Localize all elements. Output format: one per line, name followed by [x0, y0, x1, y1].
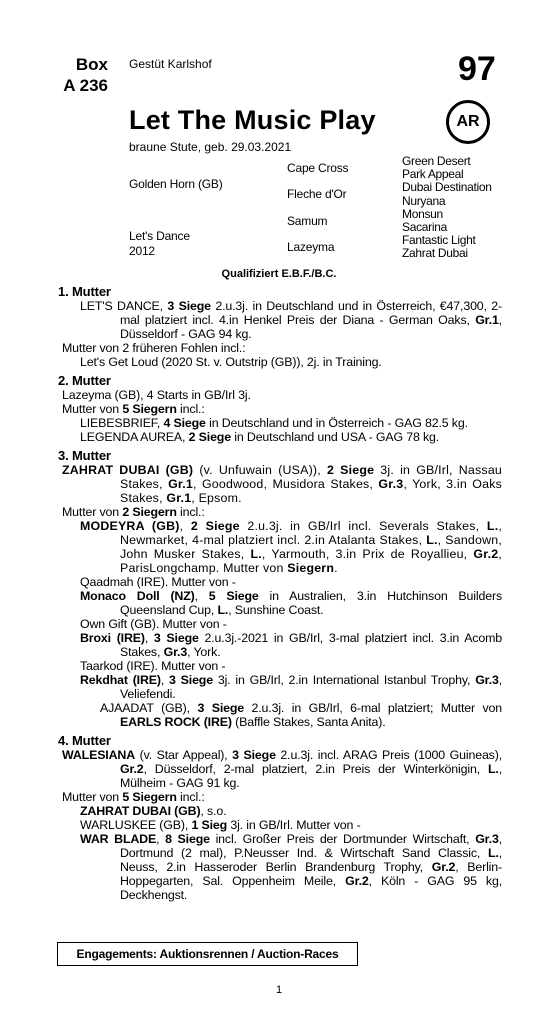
- bold-run: Gr.3: [163, 645, 188, 659]
- fourth-dam-produce-intro: [60, 790, 502, 804]
- text-run: , Dortmund (2 mal), P.Neusser Ind. & Wirtschaft Sand Classic,: [120, 832, 502, 860]
- text-run: AJAADAT (GB),: [100, 701, 198, 715]
- text-run: Own Gift (GB). Mutter von -: [80, 617, 227, 631]
- pedigree-ggs-8: Zahrat Dubai: [402, 246, 468, 261]
- bold-run: WALESIANA: [62, 748, 135, 762]
- text-run: in Deutschland und USA - GAG 78 kg.: [230, 430, 440, 444]
- text-run: incl.:: [176, 402, 205, 416]
- text-run: , York, 3.in Oaks Stakes,: [120, 477, 503, 505]
- bold-run: L.: [487, 762, 499, 776]
- text-run: Qaadmah (IRE). Mutter von -: [80, 575, 236, 589]
- text-run: ,: [194, 589, 209, 603]
- third-dam-grandproduce-item: [60, 631, 502, 659]
- third-dam-grandproduce-item: [60, 701, 502, 729]
- text-run: , Mülheim - GAG 91 kg.: [120, 762, 502, 790]
- text-run: , Düsseldorf, 2-mal platziert, 2.in Preis der Winterkönigin,: [143, 762, 488, 776]
- pedigree-dam-year: 2012: [129, 244, 155, 258]
- bold-run: WAR BLADE: [80, 832, 157, 846]
- pedigree-sire: Golden Horn (GB): [129, 177, 223, 191]
- bold-run: Gr.1: [168, 477, 193, 491]
- text-run: in Australien, 3.in Hutchinson Builders Queensland Cup,: [120, 589, 502, 617]
- bold-run: 3 Siege: [167, 299, 211, 313]
- text-run: 2.u.3j. in GB/Irl, 6-mal platziert; Mutter von: [244, 701, 502, 715]
- second-dam-record: [60, 388, 502, 402]
- second-dam-produce-item: [60, 416, 502, 430]
- catalog-entry: [60, 283, 502, 902]
- text-run: ,: [156, 832, 166, 846]
- text-run: , Berlin-Hoppegarten, Sal. Oppenheim Meile,: [120, 860, 503, 888]
- ar-badge-text: AR: [456, 113, 480, 130]
- text-run: ,: [179, 519, 191, 533]
- text-run: Mutter von: [62, 402, 123, 416]
- bold-run: Monaco Doll (NZ): [80, 589, 195, 603]
- qualification: Qualifiziert E.B.F./B.C.: [221, 268, 337, 280]
- first-dam-produce-item: [60, 355, 502, 369]
- page-number: 1: [275, 984, 283, 996]
- pedigree-ggs-3: Dubai Destination: [402, 180, 492, 195]
- bold-run: MODEYRA (GB): [80, 519, 180, 533]
- text-run: Mutter von 2 früheren Fohlen incl.:: [62, 341, 246, 355]
- pedigree-gs-4: Lazeyma: [287, 240, 335, 254]
- text-run: , Epsom.: [191, 491, 242, 505]
- bold-run: Gr.2: [473, 547, 499, 561]
- text-run: in Deutschland und in Österreich - GAG 82.5 kg.: [205, 416, 468, 430]
- text-run: , Newmarket, 4-mal platziert incl. 2.in Atalanta Stakes,: [120, 519, 502, 547]
- bold-run: 8 Siege: [165, 832, 210, 846]
- text-run: , Köln - GAG 95 kg, Deckhengst.: [120, 874, 502, 902]
- bold-run: 3 Siege: [169, 673, 213, 687]
- text-run: , Yarmouth, 3.in Prix de Royallieu,: [261, 547, 474, 561]
- text-run: LEGENDA AUREA,: [80, 430, 189, 444]
- bold-run: 2 Siege: [188, 430, 231, 444]
- bold-run: Broxi (IRE): [80, 631, 145, 645]
- engagements-box: [57, 942, 358, 966]
- engagements-text: Engagements: Auktionsrennen / Auction-Races: [76, 947, 339, 961]
- bold-run: Rekdhat (IRE): [80, 673, 161, 687]
- bold-run: L.: [487, 846, 499, 860]
- bold-run: EARLS ROCK (IRE): [120, 715, 232, 729]
- third-dam-grandproduce-item: [60, 673, 502, 701]
- text-run: 3j. in GB/Irl, Nassau Stakes,: [120, 463, 502, 491]
- text-run: 3j. in GB/Irl. Mutter von -: [227, 818, 361, 832]
- fourth-dam-record: [60, 748, 502, 790]
- third-dam-produce-item: [60, 519, 502, 575]
- bold-run: 5 Siegern: [122, 402, 177, 416]
- third-dam-produce-item: [60, 575, 502, 589]
- bold-run: 1 Sieg: [191, 818, 228, 832]
- bold-run: Gr.2: [345, 874, 369, 888]
- bold-run: L.: [217, 603, 229, 617]
- box-label-text: Box: [75, 55, 108, 74]
- bold-run: Siegern: [287, 561, 335, 575]
- pedigree-ggs-1: Green Desert: [402, 154, 471, 168]
- third-dam-produce-item: [60, 617, 502, 631]
- pedigree-gs-3: Samum: [287, 214, 328, 228]
- bold-run: 5 Siege: [208, 589, 259, 603]
- fourth-dam-grandproduce-item: [60, 832, 502, 902]
- text-run: Lazeyma (GB), 4 Starts in GB/Irl 3j.: [62, 388, 251, 402]
- pedigree-dam: Let's Dance: [129, 229, 190, 243]
- fourth-dam-produce-item: [60, 818, 502, 832]
- bold-run: 5 Siegern: [122, 790, 177, 804]
- text-run: (v. Star Appeal),: [135, 748, 233, 762]
- pedigree-ggs-7: Fantastic Light: [402, 233, 476, 248]
- pedigree-ggs-column: [402, 155, 492, 261]
- section-title-4: 4. Mutter: [58, 733, 111, 748]
- bold-run: L.: [250, 547, 262, 561]
- third-dam-produce-item: [60, 659, 502, 673]
- text-run: , ParisLongchamp. Mutter von: [120, 547, 502, 575]
- second-dam-produce-item: [60, 430, 502, 444]
- third-dam-grandproduce-item: [60, 589, 502, 617]
- section-title-3: 3. Mutter: [58, 448, 111, 463]
- bold-run: Gr.3: [378, 477, 404, 491]
- text-run: .: [334, 561, 338, 575]
- section-title-2: 2. Mutter: [58, 373, 111, 388]
- pedigree-ggs-2: Park Appeal: [402, 167, 464, 182]
- ar-badge-icon: [446, 100, 490, 144]
- bold-run: ZAHRAT DUBAI (GB): [62, 463, 194, 477]
- text-run: incl. Großer Preis der Dortmunder Wirtschaft,: [209, 832, 476, 846]
- bold-run: 3 Siege: [232, 748, 276, 762]
- text-run: , Neuss, 2.in Hasseroder Berlin Brandenburg Trophy,: [120, 846, 502, 874]
- bold-run: 4 Siege: [163, 416, 206, 430]
- text-run: Let's Get Loud (2020 St. v. Outstrip (GB)), 2j. in Training.: [80, 355, 382, 369]
- text-run: (Baffle Stakes, Santa Anita).: [231, 715, 386, 729]
- fourth-dam-produce-item: [60, 804, 502, 818]
- bold-run: Gr.1: [166, 491, 192, 505]
- text-run: 2.u.3j. in Deutschland und in Österreich, €47,300, 2-mal platziert incl. 4.in Henkel Preis der Diana - German Oaks,: [120, 299, 503, 327]
- text-run: incl.:: [176, 790, 205, 804]
- text-run: , Goodwood, Musidora Stakes,: [192, 477, 379, 491]
- text-run: , Sandown, John Musker Stakes,: [120, 533, 502, 561]
- bold-run: L.: [486, 519, 499, 533]
- breeder: Gestüt Karlshof: [129, 57, 212, 71]
- bold-run: Gr.3: [475, 832, 499, 846]
- pedigree-ggs-4: Nuryana: [402, 193, 446, 208]
- first-dam-produce-intro: [60, 341, 502, 355]
- text-run: 2.u.3j. in GB/Irl incl. Severals Stakes,: [239, 519, 487, 533]
- text-run: , s.o.: [200, 804, 227, 818]
- text-run: , Sunshine Coast.: [228, 603, 324, 617]
- horse-name: Let The Music Play: [129, 105, 376, 135]
- text-run: ,: [160, 673, 170, 687]
- pedigree-ggs-6: Sacarina: [402, 220, 447, 235]
- text-run: , Veliefendi.: [120, 673, 502, 701]
- second-dam-produce-intro: [60, 402, 502, 416]
- text-run: incl.:: [176, 505, 205, 519]
- text-run: 2.u.3j.-2021 in GB/Irl, 3-mal platziert incl. 3.in Acomb Stakes,: [120, 631, 503, 659]
- horse-description: braune Stute, geb. 29.03.2021: [129, 140, 292, 154]
- text-run: Mutter von: [62, 790, 123, 804]
- text-run: LET'S DANCE,: [80, 299, 168, 313]
- third-dam-produce-intro: [60, 505, 502, 519]
- bold-run: L.: [426, 533, 438, 547]
- section-title-1: 1. Mutter: [58, 284, 111, 299]
- bold-run: 2 Siege: [326, 463, 375, 477]
- text-run: LIEBESBRIEF,: [80, 416, 164, 430]
- bold-run: 3 Siege: [197, 701, 245, 715]
- box-number: A 236: [63, 76, 108, 95]
- lot-number: 97: [458, 50, 496, 88]
- pedigree-gs-1: Cape Cross: [287, 161, 349, 175]
- pedigree-ggs-5: Monsun: [402, 206, 443, 221]
- text-run: Mutter von: [62, 505, 123, 519]
- bold-run: 3 Siege: [153, 631, 199, 645]
- text-run: 2.u.3j. incl. ARAG Preis (1000 Guineas),: [275, 748, 502, 762]
- bold-run: 2 Siegern: [122, 505, 177, 519]
- third-dam-record: [60, 463, 502, 505]
- text-run: WARLUSKEE (GB),: [80, 818, 192, 832]
- bold-run: Gr.2: [120, 762, 144, 776]
- bold-run: Gr.1: [475, 313, 499, 327]
- bold-run: 2 Siege: [190, 519, 240, 533]
- text-run: Taarkod (IRE). Mutter von -: [80, 659, 226, 673]
- box-label: [56, 54, 108, 96]
- bold-run: Gr.2: [431, 860, 456, 874]
- bold-run: Gr.3: [475, 673, 499, 687]
- text-run: , York.: [187, 645, 221, 659]
- first-dam-record: [60, 299, 502, 341]
- text-run: (v. Unfuwain (USA)),: [193, 463, 327, 477]
- text-run: , Düsseldorf - GAG 94 kg.: [120, 313, 502, 341]
- text-run: ,: [144, 631, 154, 645]
- text-run: 3j. in GB/Irl, 2.in International Istanbul Trophy,: [212, 673, 476, 687]
- bold-run: ZAHRAT DUBAI (GB): [80, 804, 201, 818]
- pedigree-gs-2: Fleche d'Or: [287, 187, 347, 201]
